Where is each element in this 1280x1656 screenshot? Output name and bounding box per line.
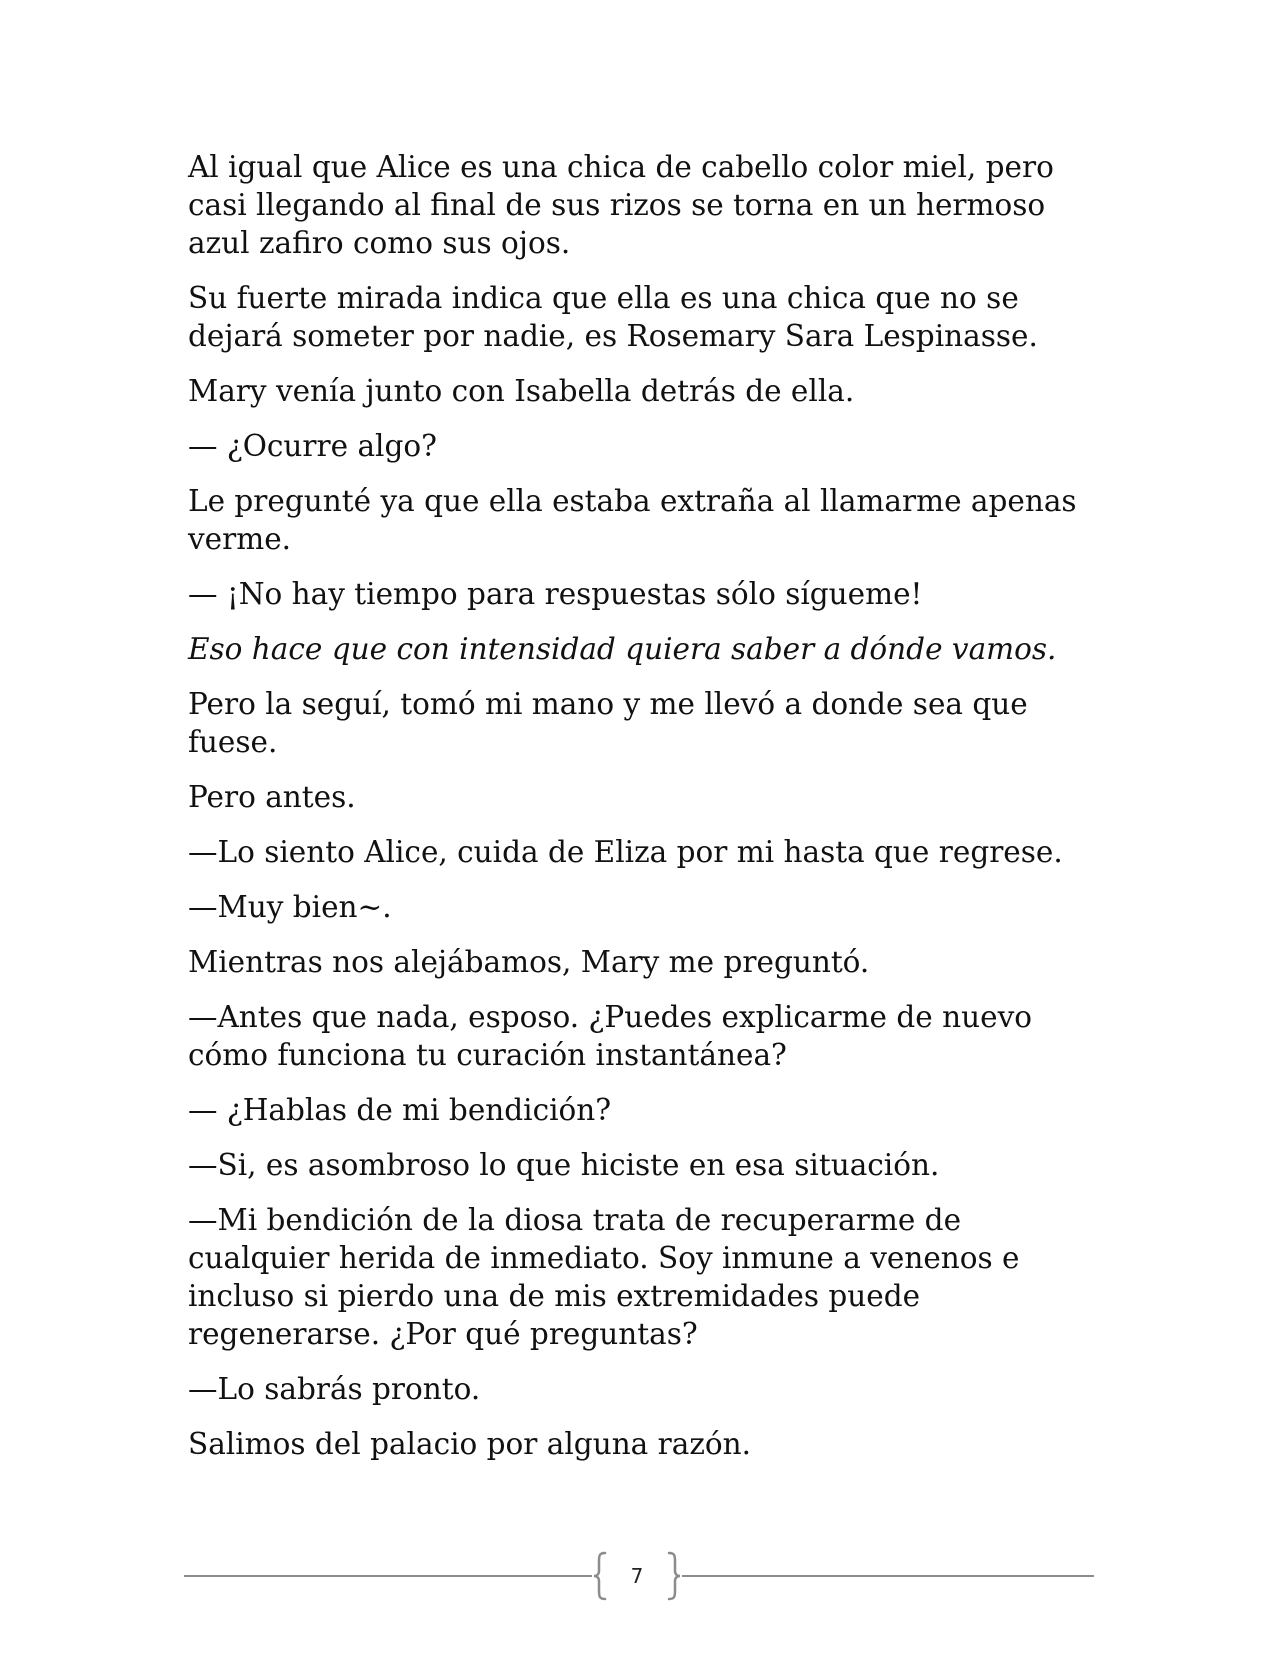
paragraph: Mientras nos alejábamos, Mary me preguntó. <box>188 945 870 979</box>
right-brace-icon <box>666 1550 682 1602</box>
dialogue-line: —Muy bien~. <box>188 890 392 924</box>
dialogue-line: — ¡No hay tiempo para respuestas sólo sígueme! <box>188 577 923 611</box>
dialogue-line: — ¿Hablas de mi bendición? <box>188 1093 612 1127</box>
italic-thought: Eso hace que con intensidad quiera saber a dónde vamos. <box>188 632 1057 666</box>
dialogue-line: —Mi bendición de la diosa trata de recuperarme de cualquier herida de inmediato. Soy inmune a venenos e incluso si pierdo una de mis extremidades puede regenerarse. ¿Por qué preguntas? <box>188 1203 1020 1351</box>
footer-rule-left <box>184 1575 592 1577</box>
left-brace-icon <box>592 1550 608 1602</box>
dialogue-line: — ¿Ocurre algo? <box>188 429 437 463</box>
paragraph: Su fuerte mirada indica que ella es una chica que no se dejará someter por nadie, es Rosemary Sara Lespinasse. <box>188 281 1038 353</box>
footer-rule-right <box>682 1575 1094 1577</box>
dialogue-line: —Antes que nada, esposo. ¿Puedes explicarme de nuevo cómo funciona tu curación instantánea? <box>188 1000 1032 1072</box>
paragraph: Mary venía junto con Isabella detrás de ella. <box>188 374 855 408</box>
dialogue-line: —Lo sabrás pronto. <box>188 1372 481 1406</box>
page-number: 7 <box>630 1564 644 1588</box>
page-body-text <box>188 148 1100 1480</box>
dialogue-line: —Lo siento Alice, cuida de Eliza por mi hasta que regrese. <box>188 835 1063 869</box>
paragraph: Al igual que Alice es una chica de cabello color miel, pero casi llegando al final de sus rizos se torna en un hermoso azul zafiro como sus ojos. <box>188 150 1054 260</box>
paragraph: Pero la seguí, tomó mi mano y me llevó a donde sea que fuese. <box>188 687 1028 759</box>
page-footer <box>184 1548 1094 1604</box>
dialogue-line: —Si, es asombroso lo que hiciste en esa situación. <box>188 1148 940 1182</box>
paragraph: Pero antes. <box>188 780 356 814</box>
paragraph: Le pregunté ya que ella estaba extraña al llamarme apenas verme. <box>188 484 1077 556</box>
paragraph: Salimos del palacio por alguna razón. <box>188 1427 752 1461</box>
